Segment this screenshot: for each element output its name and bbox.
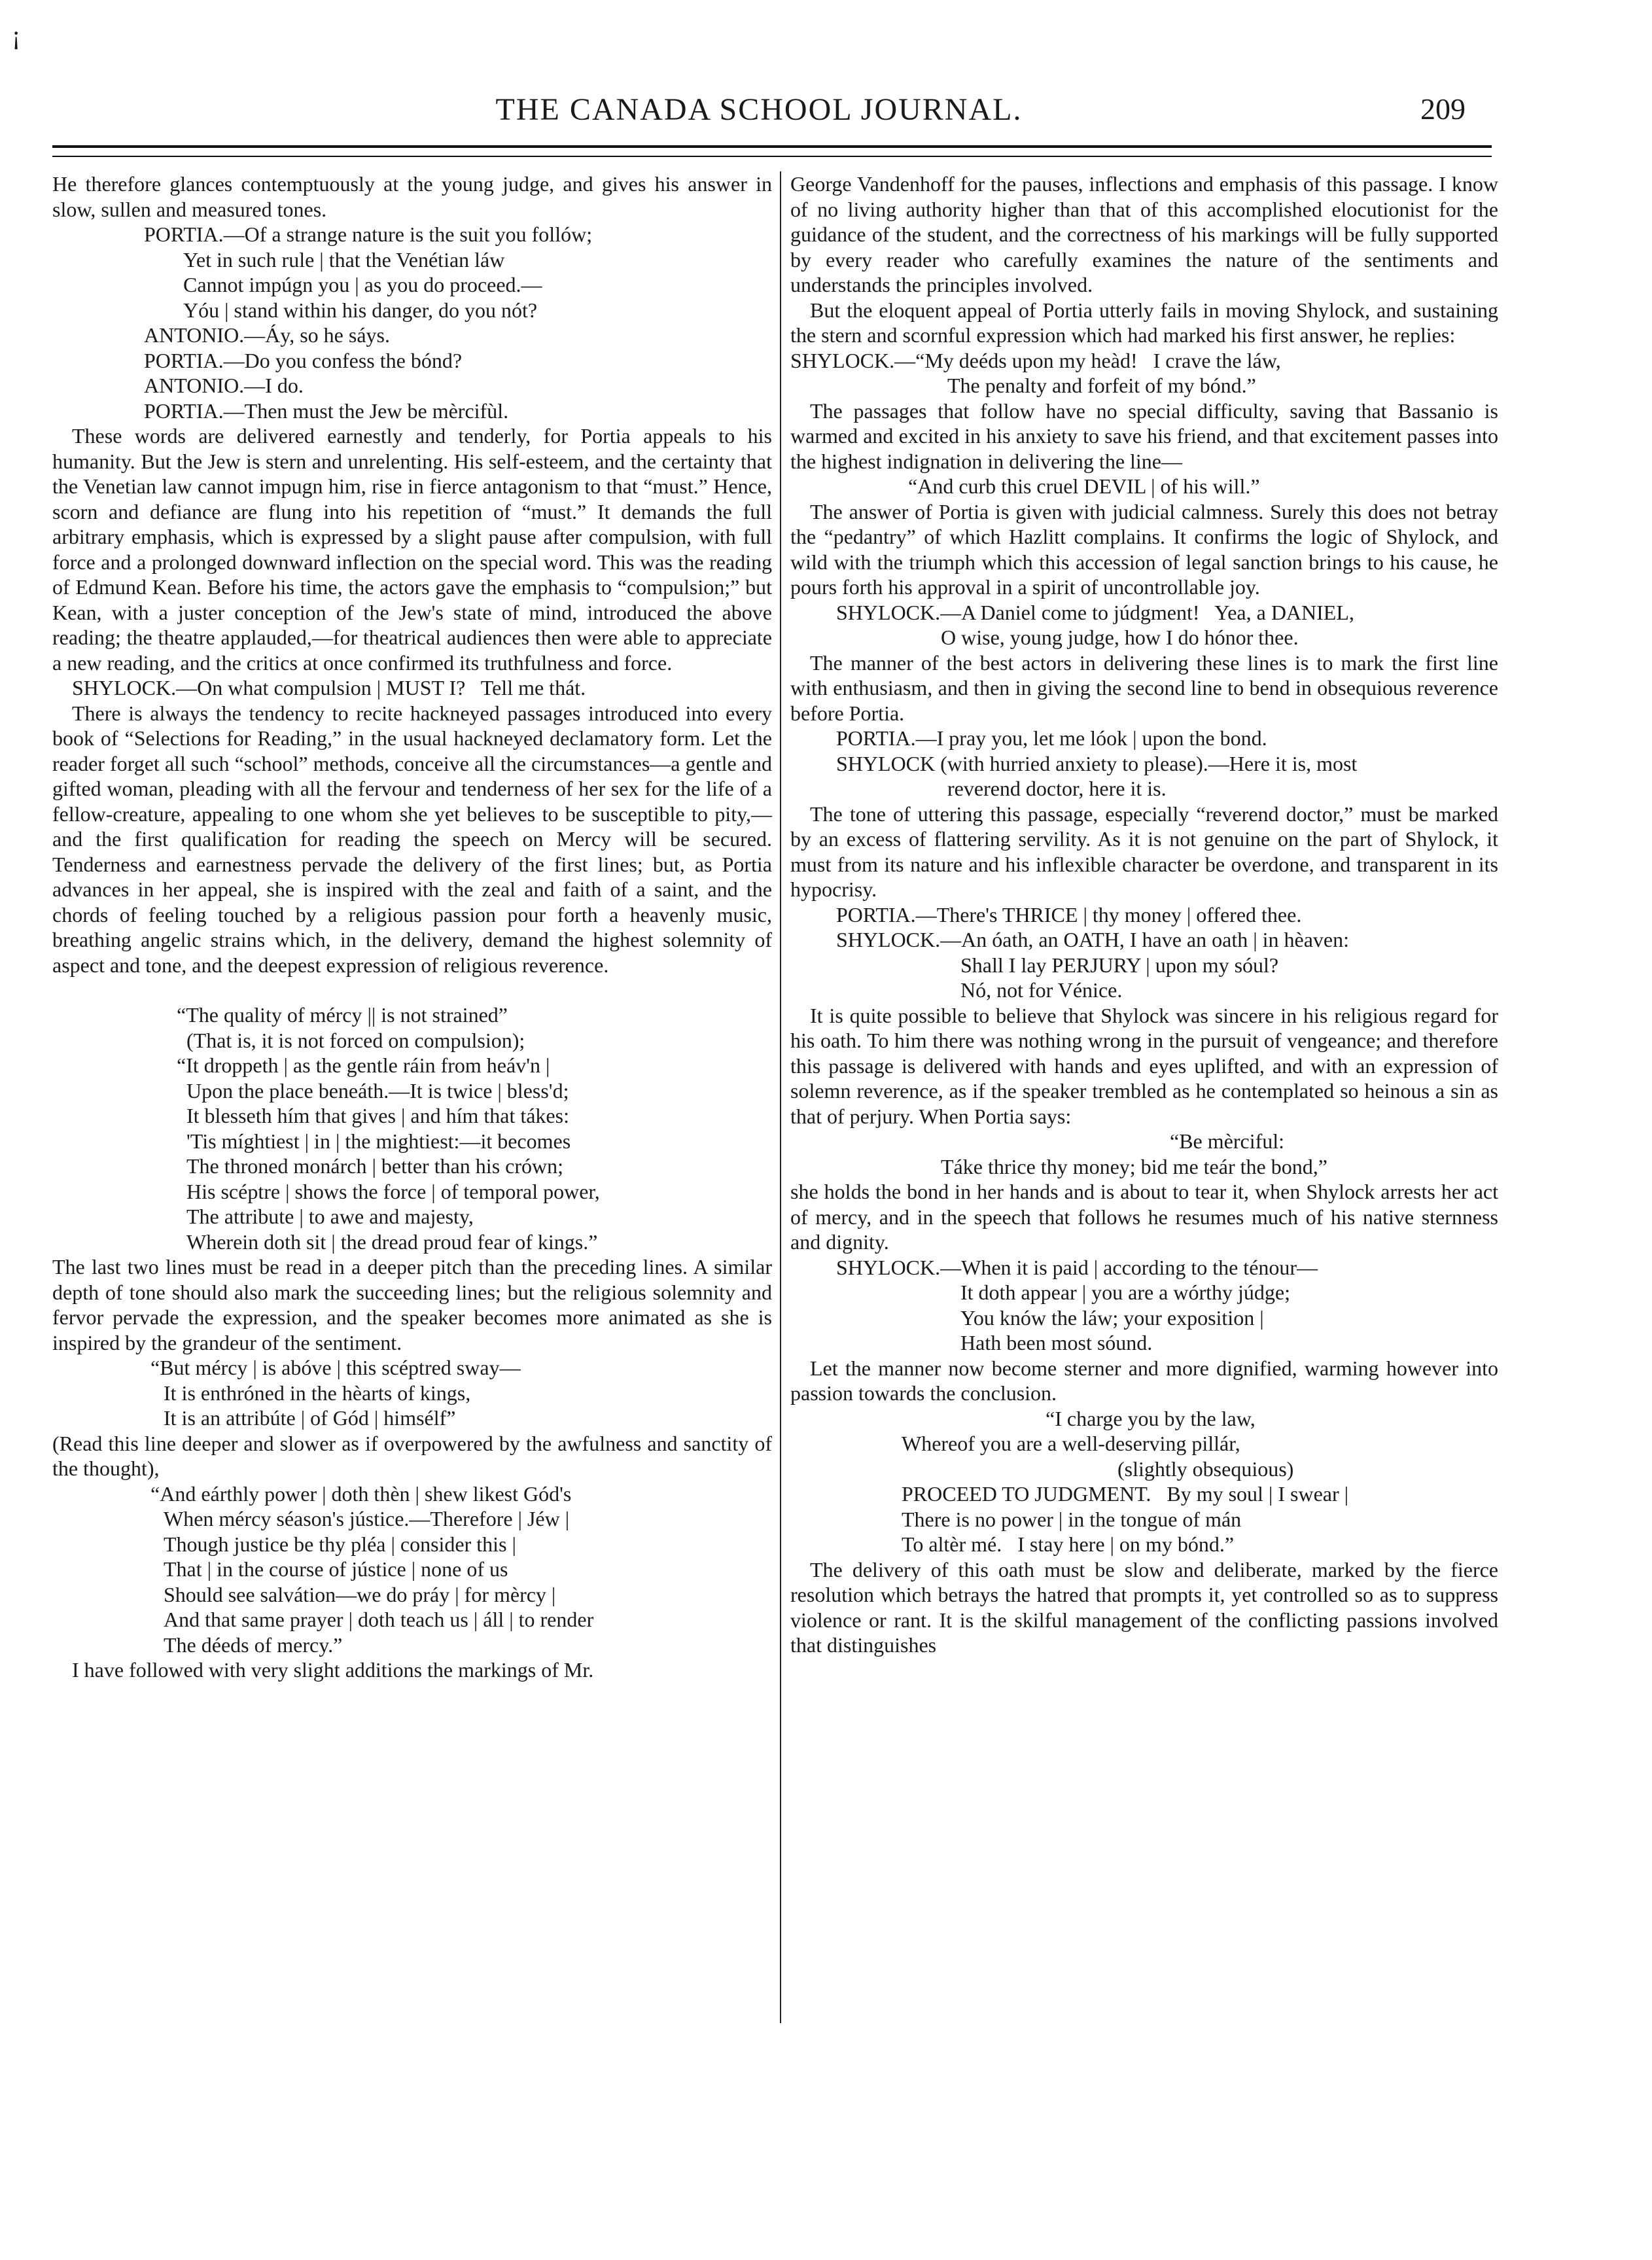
verse-line: PORTIA.—Of a strange nature is the suit you follów; — [144, 222, 593, 246]
verse-line: “And eárthly power | doth thèn | shew likest Gód's — [150, 1481, 572, 1506]
verse-line: Wherein doth sit | the dread proud fear of kings.” — [186, 1229, 598, 1254]
verse-line: Cannot impúgn you | as you do proceed.— — [183, 273, 542, 296]
verse-line: “But mércy | is abóve | this scéptred sway— — [150, 1356, 521, 1379]
header-rule — [52, 145, 1492, 148]
left-column — [52, 171, 772, 1683]
header-rule-thin — [52, 156, 1492, 157]
verse-line: The déeds of mercy.” — [164, 1633, 343, 1657]
verse-line: It is an attribúte | of Gód | himsélf” — [164, 1406, 456, 1430]
verse-line: Hath been most sóund. — [960, 1331, 1153, 1354]
verse-line: “And curb this cruel DEVIL | of his will.” — [908, 474, 1260, 498]
verse-line: PORTIA.—I pray you, let me lóok | upon the bond. — [836, 726, 1267, 750]
journal-title: THE CANADA SCHOOL JOURNAL. — [495, 92, 1023, 127]
verse-line: Táke thrice thy money; bid me teár the bond,” — [941, 1154, 1327, 1178]
verse-line: The penalty and forfeit of my bónd.” — [947, 374, 1256, 397]
verse-line: Should see salvátion—we do práy | for mèrcy | — [164, 1582, 556, 1606]
paragraph: The answer of Portia is given with judicial calmness. Surely this does not betray the “pedantry” of which Hazlitt complains. It confirms the logic of Shylock, and wild with the triumph which this accession of legal sanction brings to his cause, he pours forth his approval in a spirit of uncontrollable joy. — [790, 499, 1498, 599]
verse-line: “Be mèrciful: — [1170, 1129, 1285, 1153]
verse-line: The attribute | to awe and majesty, — [186, 1205, 474, 1228]
paragraph: The last two lines must be read in a deeper pitch than the preceding lines. A similar depth of tone should also mark the succeeding lines; but the religious solemnity and fervor pervade the expression, and the speaker becomes more animated as she is inspired by the grandeur of the sentiment. — [52, 1255, 772, 1354]
verse-line: SHYLOCK.—A Daniel come to júdgment! Yea, a DANIEL, — [836, 600, 1354, 624]
verse-line: “I charge you by the law, — [1046, 1406, 1256, 1430]
verse-line: PROCEED TO JUDGMENT. By my soul | I swear | — [902, 1482, 1349, 1506]
paragraph: I have followed with very slight additions the markings of Mr. — [72, 1658, 594, 1682]
verse-line: Nó, not for Vénice. — [960, 978, 1123, 1002]
verse-line: SHYLOCK.—When it is paid | according to the ténour— — [836, 1255, 1318, 1279]
verse-line: It doth appear | you are a wórthy júdge; — [960, 1280, 1291, 1304]
verse-line: (That is, it is not forced on compulsion); — [186, 1028, 525, 1052]
verse-line: There is no power | in the tongue of mán — [902, 1507, 1242, 1531]
verse-line: Yóu | stand within his danger, do you nót? — [183, 298, 538, 322]
verse-line: “The quality of mércy || is not strained” — [177, 1003, 508, 1027]
verse-line: Yet in such rule | that the Venétian láw — [183, 247, 505, 272]
verse-line: Upon the place beneáth.—It is twice | bless'd; — [186, 1078, 569, 1103]
corner-mark: ¡ — [12, 20, 21, 50]
paragraph: The passages that follow have no special difficulty, saving that Bassanio is warmed and excited in his anxiety to save his friend, and that excitement passes into the highest indignation in delivering the line— — [790, 398, 1498, 473]
paragraph: He therefore glances contemptuously at the young judge, and gives his answer in slow, sullen and measured tones. — [52, 172, 772, 221]
verse-line: PORTIA.—There's THRICE | thy money | offered thee. — [836, 902, 1302, 927]
verse-line: Shall I lay PERJURY | upon my sóul? — [960, 953, 1279, 977]
paragraph: George Vandenhoff for the pauses, inflections and emphasis of this passage. I know of no living authority higher than that of this accomplished elocutionist for the guidance of the student, and the correctness of his markings will be fully supported by every reader who carefully examines the nature of the sentiments and understands the principles involved. — [790, 172, 1498, 296]
verse-line: SHYLOCK.—On what compulsion | MUST I? Tell me thát. — [72, 676, 586, 699]
column-divider — [780, 171, 781, 2023]
verse-line: You knów the láw; your exposition | — [960, 1305, 1264, 1330]
verse-line: Though justice be thy pléa | consider this | — [164, 1532, 516, 1556]
page-number: 209 — [1420, 92, 1466, 126]
verse-line: ANTONIO.—Áy, so he sáys. — [144, 323, 390, 347]
paragraph: she holds the bond in her hands and is about to tear it, when Shylock arrests her act of mercy, and in the speech that follows he resumes much of his native sternness and dignity. — [790, 1180, 1498, 1254]
paragraph: It is quite possible to believe that Shylock was sincere in his religious regard for his oath. To him there was nothing wrong in the pursuit of vengeance; and therefore this passage is delivered with hands and eyes uplifted, and with an expression of solemn reverence, as if the speaker trembled as he contemplated so heinous a sin as that of perjury. When Portia says: — [790, 1003, 1498, 1128]
verse-line: “It droppeth | as the gentle ráin from heáv'n | — [177, 1053, 550, 1077]
verse-line: That | in the course of jústice | none of us — [164, 1557, 508, 1581]
paragraph: (Read this line deeper and slower as if overpowered by the awfulness and sanctity of the thought), — [52, 1431, 772, 1480]
verse-line: SHYLOCK.—An óath, an OATH, I have an oath | in hèaven: — [836, 928, 1350, 951]
verse-line: PORTIA.—Do you confess the bónd? — [144, 348, 463, 372]
verse-line: PORTIA.—Then must the Jew be mèrcifùl. — [144, 398, 509, 423]
verse-line: It blesseth hím that gives | and hím that tákes: — [186, 1104, 569, 1127]
verse-line: 'Tis míghtiest | in | the mightiest:—it becomes — [186, 1129, 571, 1153]
verse-line: When mércy séason's jústice.—Therefore | Jéw | — [164, 1507, 570, 1530]
verse-line: ANTONIO.—I do. — [144, 374, 304, 397]
paragraph: But the eloquent appeal of Portia utterly fails in moving Shylock, and sustaining the stern and scornful expression which had marked his first answer, he replies: — [790, 298, 1498, 347]
paragraph: These words are delivered earnestly and tenderly, for Portia appeals to his humanity. But the Jew is stern and unrelenting. His self-esteem, and the certainty that the Venetian law cannot impugn him, rise in fierce antagonism to that “must.” Hence, scorn and defiance are flung into his repetition of “must.” It demands the full arbitrary emphasis, which is expressed by a slight pause after compulsion, with full force and a prolonged downward inflection on the special word. This was the reading of Edmund Kean. Before his time, the actors gave the emphasis to “compulsion;” but Kean, with a juster conception of the Jew's state of mind, introduced the above reading; the theatre applauded,—for theatrical audiences then were able to appreciate a new reading, and the critics at once confirmed its truthfulness and force. — [52, 424, 772, 675]
verse-line: The throned monárch | better than his crówn; — [186, 1154, 563, 1178]
page-header — [52, 92, 1466, 137]
paragraph: The delivery of this oath must be slow and deliberate, marked by the fierce resolution which betrays the hatred that prompts it, yet controlled so as to suppress violence or rant. It is the skilful management of the conflicting passions involved that distinguishes — [790, 1557, 1498, 1657]
spacer — [52, 978, 772, 1002]
paragraph: There is always the tendency to recite hackneyed passages introduced into every book of “Selections for Reading,” in the usual hackneyed declamatory form. Let the reader forget all such “school” methods, conceive all the circumstances—a gentle and gifted woman, pleading with all the fervour and tenderness of her sex for the life of a fellow-creature, appealing to one whom she yet believes to be susceptible to pity,—and the first qualification for reading the speech on Mercy will be secured. Tenderness and earnestness pervade the delivery of the first lines; but, as Portia advances in her appeal, she is inspired with the zeal and faith of a saint, and the chords of feeling touched by a religious passion pour forth a heavenly music, breathing angelic strains which, in the delivery, demand the highest solemnity of aspect and tone, and the deepest expression of religious reverence. — [52, 701, 772, 977]
verse-line: SHYLOCK.—“My deéds upon my heàd! I crave the láw, — [790, 348, 1281, 372]
verse-line: To altèr mé. I stay here | on my bónd.” — [902, 1532, 1235, 1556]
verse-line: O wise, young judge, how I do hónor thee. — [941, 626, 1299, 649]
verse-line: And that same prayer | doth teach us | áll | to render — [164, 1608, 594, 1631]
verse-line: Whereof you are a well-deserving pillár, — [902, 1432, 1240, 1455]
verse-line: (slightly obsequious) — [1117, 1457, 1294, 1481]
verse-line: reverend doctor, here it is. — [947, 777, 1167, 800]
paragraph: The tone of uttering this passage, especially “reverend doctor,” must be marked by an excess of flattering servility. As it is not genuine on the part of Shylock, it must from its nature and his inflexible character be overdone, and transparent in its hypocrisy. — [790, 802, 1498, 901]
right-column — [790, 171, 1498, 1658]
paragraph: Let the manner now become sterner and more dignified, warming however into passion towards the conclusion. — [790, 1356, 1498, 1405]
verse-line: It is enthróned in the hèarts of kings, — [164, 1381, 471, 1405]
verse-line: His scéptre | shows the force | of temporal power, — [186, 1179, 600, 1203]
verse-line: SHYLOCK (with hurried anxiety to please).—Here it is, most — [836, 751, 1358, 775]
paragraph: The manner of the best actors in delivering these lines is to mark the first line with enthusiasm, and then in giving the second line to bend in obsequious reverence before Portia. — [790, 650, 1498, 725]
